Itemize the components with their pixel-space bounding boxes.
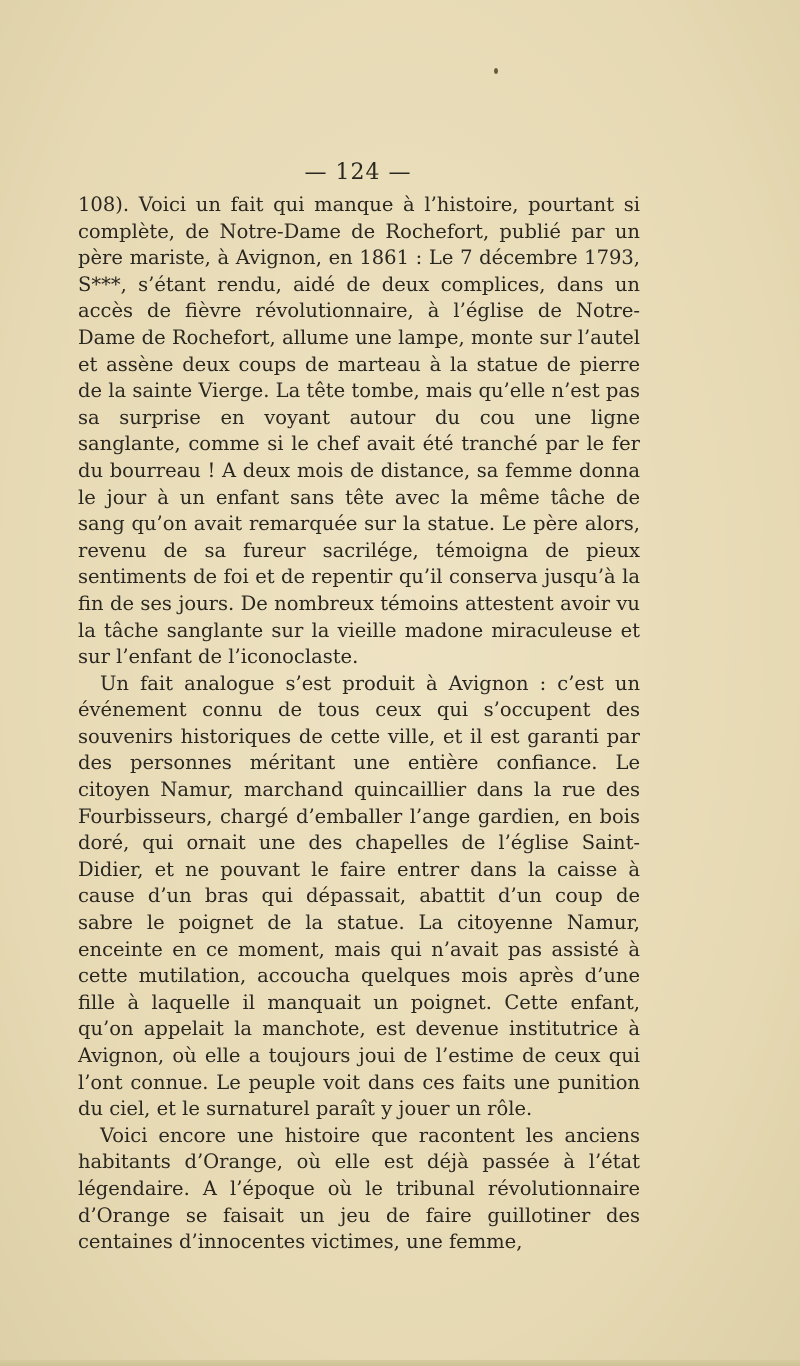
body-text (78, 192, 640, 1256)
paragraph-1: 108). Voici un fait qui manque à l’histoire, pourtant si complète, de Notre-Dame de Rochefort, publié par un père mariste, à Avignon, en 1861 : Le 7 décembre 1793, S***, s’étant rendu, aidé de deux complices, dans un accès de fièvre révolutionnaire, à l’église de Notre-Dame de Rochefort, allume une lampe, monte sur l’autel et assène deux coups de marteau à la statue de pierre de la sainte Vierge. La tête tombe, mais qu’elle n’est pas sa surprise en voyant autour du cou une ligne sanglante, comme si le chef avait été tranché par le fer du bourreau ! A deux mois de distance, sa femme donna le jour à un enfant sans tête avec la même tâche de sang qu’on avait remarquée sur la statue. Le père alors, revenu de sa fureur sacrilége, témoigna de pieux sentiments de foi et de repentir qu’il conserva jusqu’à la fin de ses jours. De nombreux témoins attestent avoir vu la tâche sanglante sur la vieille madone miraculeuse et sur l’enfant de l’iconoclaste. (78, 193, 640, 669)
paragraph-3: Voici encore une histoire que racontent les anciens habitants d’Orange, où elle est déjà passée à l’état légendaire. A l’époque où le tribunal révolutionnaire d’Orange se faisait un jeu de faire guillotiner des centaines d’innocentes victimes, une femme, (78, 1123, 640, 1254)
page-edge (0, 1360, 800, 1366)
page-number: — 124 — (304, 160, 412, 185)
paragraph-2: Un fait analogue s’est produit à Avignon : c’est un événement connu de tous ceux qui s’occupent des souvenirs historiques de cette ville, et il est garanti par des personnes méritant une entière confiance. Le citoyen Namur, marchand quincaillier dans la rue des Fourbisseurs, chargé d’emballer l’ange gardien, en bois doré, qui ornait une des chapelles de l’église Saint-Didier, et ne pouvant le faire entrer dans la caisse à cause d’un bras qui dépassait, abattit d’un coup de sabre le poignet de la statue. La citoyenne Namur, enceinte en ce moment, mais qui n’avait pas assisté à cette mutilation, accoucha quelques mois après d’une fille à laquelle il manquait un poignet. Cette enfant, qu’on appelait la manchote, est devenue institutrice à Avignon, où elle a toujours joui de l’estime de ceux qui l’ont connue. Le peuple voit dans ces faits une punition du ciel, et le surnaturel paraît y jouer un rôle. (78, 671, 640, 1121)
ink-speck (494, 68, 498, 74)
